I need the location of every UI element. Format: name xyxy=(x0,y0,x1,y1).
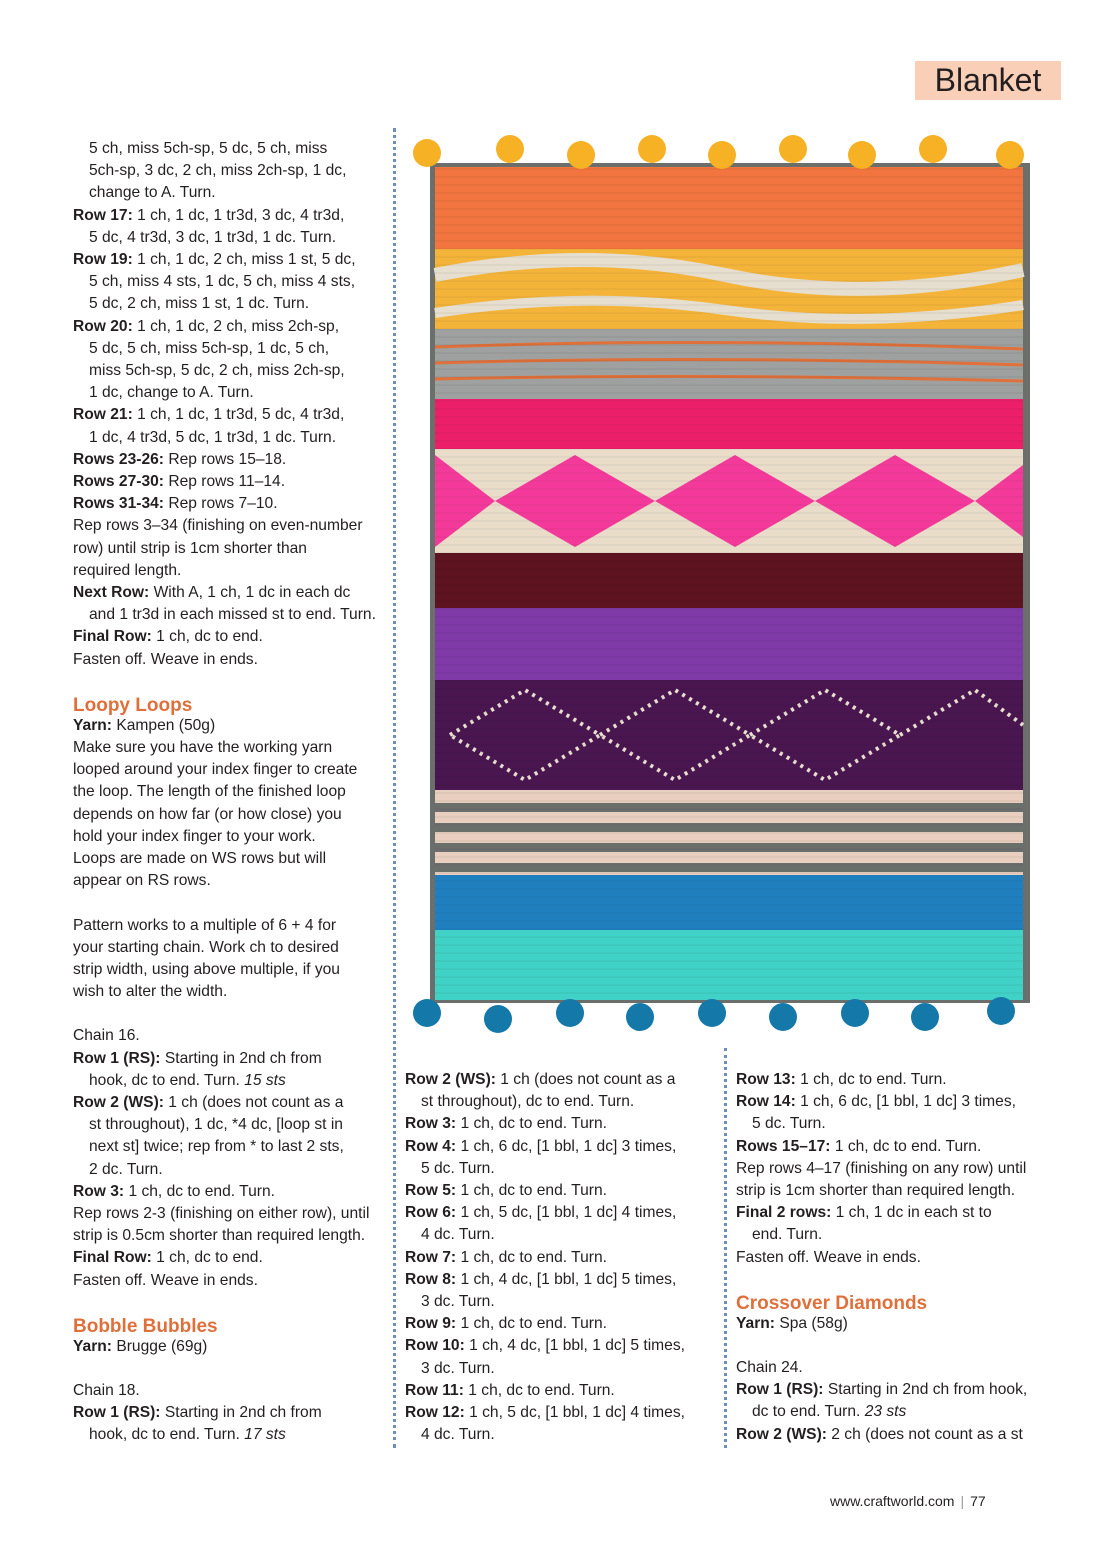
chain-line: Chain 24. xyxy=(736,1359,803,1377)
row-label: Final Row: xyxy=(73,628,152,646)
text-line: 5 dc. Turn. xyxy=(752,1115,826,1133)
row-11 xyxy=(405,1380,715,1402)
text-line: 3 dc. Turn. xyxy=(421,1293,495,1311)
text-line xyxy=(736,1401,1046,1423)
row-text: 1 ch, 5 dc, [1 bbl, 1 dc] 4 times, xyxy=(464,1404,685,1422)
row-label: Row 6: xyxy=(405,1204,457,1222)
section-title-bobble-bubbles: Bobble Bubbles xyxy=(73,1315,218,1337)
row-text: Rep rows 15–18. xyxy=(164,450,287,468)
row-label: Row 1 (RS): xyxy=(73,1404,161,1422)
text-line: 5ch-sp, 3 dc, 2 ch, miss 2ch-sp, 1 dc, xyxy=(89,162,347,180)
row-label: Row 8: xyxy=(405,1270,457,1288)
row-text: 1 ch (does not count as a xyxy=(163,1093,344,1111)
text-line: 2 dc. Turn. xyxy=(89,1160,163,1178)
row-text: 1 ch, dc to end. Turn. xyxy=(830,1137,982,1155)
row-text: 1 ch, dc to end. xyxy=(151,628,263,646)
row-text: dc to end. Turn. xyxy=(752,1403,865,1421)
row-label: Row 3: xyxy=(405,1115,457,1133)
row-text: 1 ch, 6 dc, [1 bbl, 1 dc] 3 times, xyxy=(456,1137,677,1155)
yarn-label: Yarn: xyxy=(73,716,112,734)
row-12 xyxy=(405,1402,715,1424)
row-text: hook, dc to end. Turn. xyxy=(89,1071,245,1089)
row-text: With A, 1 ch, 1 dc in each dc xyxy=(149,584,351,602)
stitch-count: 23 sts xyxy=(864,1403,907,1421)
text-line: 4 dc. Turn. xyxy=(421,1426,495,1444)
text-line: 1 dc, 4 tr3d, 5 dc, 1 tr3d, 1 dc. Turn. xyxy=(89,428,337,446)
row-text: 1 ch, dc to end. Turn. xyxy=(456,1315,607,1333)
text-line: Loops are made on WS rows but will xyxy=(73,850,327,868)
row-label: Row 13: xyxy=(736,1071,796,1088)
row-3 xyxy=(405,1113,715,1135)
row-3 xyxy=(73,1181,388,1203)
row-label: Row 7: xyxy=(405,1248,457,1266)
row-20 xyxy=(73,316,388,338)
section-title-crossover-diamonds: Crossover Diamonds xyxy=(736,1292,928,1314)
next-row xyxy=(73,582,388,604)
row-6 xyxy=(405,1202,715,1224)
row-label: Next Row: xyxy=(73,584,150,602)
text-line: depends on how far (or how close) you xyxy=(73,805,342,823)
row-text: 1 ch, dc to end. xyxy=(151,1249,263,1267)
text-line: st throughout), 1 dc, *4 dc, [loop st in xyxy=(89,1116,343,1134)
section-title-loopy-loops: Loopy Loops xyxy=(73,694,193,716)
row-text: 2 ch (does not count as a st xyxy=(826,1425,1023,1443)
row-label: Row 3: xyxy=(73,1182,125,1200)
row-text: hook, dc to end. Turn. xyxy=(89,1426,245,1444)
text-line: change to A. Turn. xyxy=(89,184,216,202)
row-label: Row 5: xyxy=(405,1182,457,1200)
text-line: 5 dc. Turn. xyxy=(421,1159,495,1177)
text-line: Rep rows 4–17 (finishing on any row) until xyxy=(736,1159,1027,1177)
text-line: Pattern works to a multiple of 6 + 4 for xyxy=(73,916,337,934)
text-line: your starting chain. Work ch to desired xyxy=(73,938,339,956)
text-line: appear on RS rows. xyxy=(73,872,211,890)
row-text: Starting in 2nd ch from xyxy=(160,1404,322,1422)
row-text: 1 ch, dc to end. Turn. xyxy=(456,1248,607,1266)
text-line: Fasten off. Weave in ends. xyxy=(736,1248,921,1266)
text-line xyxy=(73,1070,388,1092)
text-line xyxy=(73,1424,388,1446)
row-5 xyxy=(405,1180,715,1202)
chain-line: Chain 18. xyxy=(73,1381,140,1399)
chain-line: Chain 16. xyxy=(73,1027,140,1045)
row-text: 1 ch, 4 dc, [1 bbl, 1 dc] 5 times, xyxy=(456,1270,677,1288)
row-1 xyxy=(736,1379,1046,1401)
section-tag: Blanket xyxy=(915,61,1061,100)
column-left xyxy=(73,138,388,1447)
text-line: hold your index finger to your work. xyxy=(73,827,316,845)
row-label: Rows 27-30: xyxy=(73,473,164,491)
text-line: end. Turn. xyxy=(752,1226,823,1244)
text-line: wish to alter the width. xyxy=(73,983,228,1001)
row-2 xyxy=(405,1069,715,1091)
text-line: 5 dc, 5 ch, miss 5ch-sp, 1 dc, 5 ch, xyxy=(89,339,330,357)
row-text: 1 ch, dc to end. Turn. xyxy=(124,1182,275,1200)
row-text: Starting in 2nd ch from xyxy=(160,1049,322,1067)
row-label: Final 2 rows: xyxy=(736,1204,832,1222)
row-text: 1 ch, dc to end. Turn. xyxy=(463,1381,615,1399)
rows-27-30 xyxy=(73,471,388,493)
text-line: row) until strip is 1cm shorter than xyxy=(73,539,307,557)
text-line: 1 dc, change to A. Turn. xyxy=(89,384,254,402)
text-line: Rep rows 2-3 (finishing on either row), until xyxy=(73,1204,370,1222)
row-19 xyxy=(73,249,388,271)
rows-23-26 xyxy=(73,449,388,471)
text-line: 5 dc, 2 ch, miss 1 st, 1 dc. Turn. xyxy=(89,295,310,313)
text-line: 5 ch, miss 5ch-sp, 5 dc, 5 ch, miss xyxy=(89,140,328,157)
column-divider-right xyxy=(724,1048,727,1448)
row-10 xyxy=(405,1335,715,1357)
text-line: 5 ch, miss 4 sts, 1 dc, 5 ch, miss 4 sts, xyxy=(89,273,356,291)
final-rows xyxy=(736,1202,1046,1224)
row-label: Row 2 (WS): xyxy=(736,1425,827,1443)
row-text: 1 ch, 1 dc, 2 ch, miss 2ch-sp, xyxy=(132,317,340,335)
row-text: 1 ch, 1 dc, 1 tr3d, 3 dc, 4 tr3d, xyxy=(132,206,345,224)
row-label: Row 20: xyxy=(73,317,133,335)
page-number: 77 xyxy=(970,1493,986,1509)
text-line: looped around your index finger to create xyxy=(73,761,358,779)
row-14 xyxy=(736,1091,1046,1113)
row-label: Row 11: xyxy=(405,1381,464,1399)
row-label: Row 21: xyxy=(73,406,133,424)
stitch-count: 17 sts xyxy=(244,1426,286,1444)
row-1 xyxy=(73,1048,388,1070)
text-line: strip width, using above multiple, if you xyxy=(73,960,340,978)
row-2 xyxy=(73,1092,388,1114)
row-7 xyxy=(405,1247,715,1269)
row-label: Row 1 (RS): xyxy=(736,1381,824,1399)
text-line: st throughout), dc to end. Turn. xyxy=(421,1093,635,1111)
text-line: miss 5ch-sp, 5 dc, 2 ch, miss 2ch-sp, xyxy=(89,362,345,380)
footer-separator: | xyxy=(960,1493,965,1509)
final-row xyxy=(73,1247,388,1269)
row-text: 1 ch, 6 dc, [1 bbl, 1 dc] 3 times, xyxy=(795,1093,1016,1111)
row-1 xyxy=(73,1402,388,1424)
yarn-line xyxy=(73,1336,388,1358)
row-text: 1 ch, 4 dc, [1 bbl, 1 dc] 5 times, xyxy=(464,1337,685,1355)
stitch-count: 15 sts xyxy=(244,1071,286,1089)
text-line: next st] twice; rep from * to last 2 sts, xyxy=(89,1138,344,1156)
row-8 xyxy=(405,1269,715,1291)
row-text: 1 ch, dc to end. Turn. xyxy=(456,1115,607,1133)
row-label: Row 17: xyxy=(73,206,133,224)
text-line: Make sure you have the working yarn xyxy=(73,739,333,757)
row-text: Starting in 2nd ch from hook, xyxy=(823,1381,1028,1399)
blanket-photo xyxy=(405,125,1060,1040)
row-label: Row 4: xyxy=(405,1137,457,1155)
final-row xyxy=(73,626,388,648)
text-line: the loop. The length of the finished loop xyxy=(73,783,346,801)
row-label: Final Row: xyxy=(73,1249,152,1267)
text-line: strip is 1cm shorter than required length. xyxy=(736,1182,1016,1200)
row-17 xyxy=(73,205,388,227)
row-text: 1 ch, 5 dc, [1 bbl, 1 dc] 4 times, xyxy=(456,1204,677,1222)
page-footer xyxy=(830,1493,986,1509)
row-text: 1 ch (does not count as a xyxy=(495,1071,676,1088)
text-line: 5 dc, 4 tr3d, 3 dc, 1 tr3d, 1 dc. Turn. xyxy=(89,228,337,246)
row-label: Rows 31-34: xyxy=(73,495,164,513)
text-line: 3 dc. Turn. xyxy=(421,1359,495,1377)
rows-31-34 xyxy=(73,493,388,515)
yarn-line xyxy=(73,715,388,737)
yarn-text: Kampen (50g) xyxy=(112,716,216,734)
row-label: Row 2 (WS): xyxy=(405,1071,496,1088)
yarn-label: Yarn: xyxy=(736,1314,775,1332)
text-line: and 1 tr3d in each missed st to end. Turn. xyxy=(89,606,376,624)
text-line: Fasten off. Weave in ends. xyxy=(73,650,258,668)
row-4 xyxy=(405,1136,715,1158)
row-9 xyxy=(405,1313,715,1335)
row-text: Rep rows 7–10. xyxy=(164,495,278,513)
row-text: Rep rows 11–14. xyxy=(164,473,286,491)
row-13 xyxy=(736,1069,1046,1091)
text-line: Rep rows 3–34 (finishing on even-number xyxy=(73,517,363,535)
row-label: Row 10: xyxy=(405,1337,465,1355)
row-text: 1 ch, 1 dc in each st to xyxy=(831,1204,992,1222)
row-2 xyxy=(736,1424,1046,1446)
row-label: Rows 15–17: xyxy=(736,1137,831,1155)
text-line: required length. xyxy=(73,561,182,579)
row-label: Row 12: xyxy=(405,1404,465,1422)
column-middle xyxy=(405,1069,715,1446)
rows-15-17 xyxy=(736,1136,1046,1158)
row-text: 1 ch, dc to end. Turn. xyxy=(795,1071,947,1088)
yarn-label: Yarn: xyxy=(73,1337,112,1355)
text-line: Fasten off. Weave in ends. xyxy=(73,1271,258,1289)
row-text: 1 ch, 1 dc, 2 ch, miss 1 st, 5 dc, xyxy=(132,251,356,269)
text-line: 4 dc. Turn. xyxy=(421,1226,495,1244)
yarn-text: Spa (58g) xyxy=(775,1314,848,1332)
row-text: 1 ch, dc to end. Turn. xyxy=(456,1182,607,1200)
column-right xyxy=(736,1069,1046,1446)
row-label: Row 2 (WS): xyxy=(73,1093,164,1111)
row-text: 1 ch, 1 dc, 1 tr3d, 5 dc, 4 tr3d, xyxy=(132,406,345,424)
column-divider-left xyxy=(393,128,396,1448)
row-label: Row 14: xyxy=(736,1093,796,1111)
text-line: strip is 0.5cm shorter than required length. xyxy=(73,1227,366,1245)
yarn-text: Brugge (69g) xyxy=(112,1337,208,1355)
row-label: Row 19: xyxy=(73,251,133,269)
row-label: Row 9: xyxy=(405,1315,457,1333)
footer-url: www.craftworld.com xyxy=(830,1493,955,1509)
row-label: Rows 23-26: xyxy=(73,450,164,468)
row-21 xyxy=(73,404,388,426)
row-label: Row 1 (RS): xyxy=(73,1049,161,1067)
